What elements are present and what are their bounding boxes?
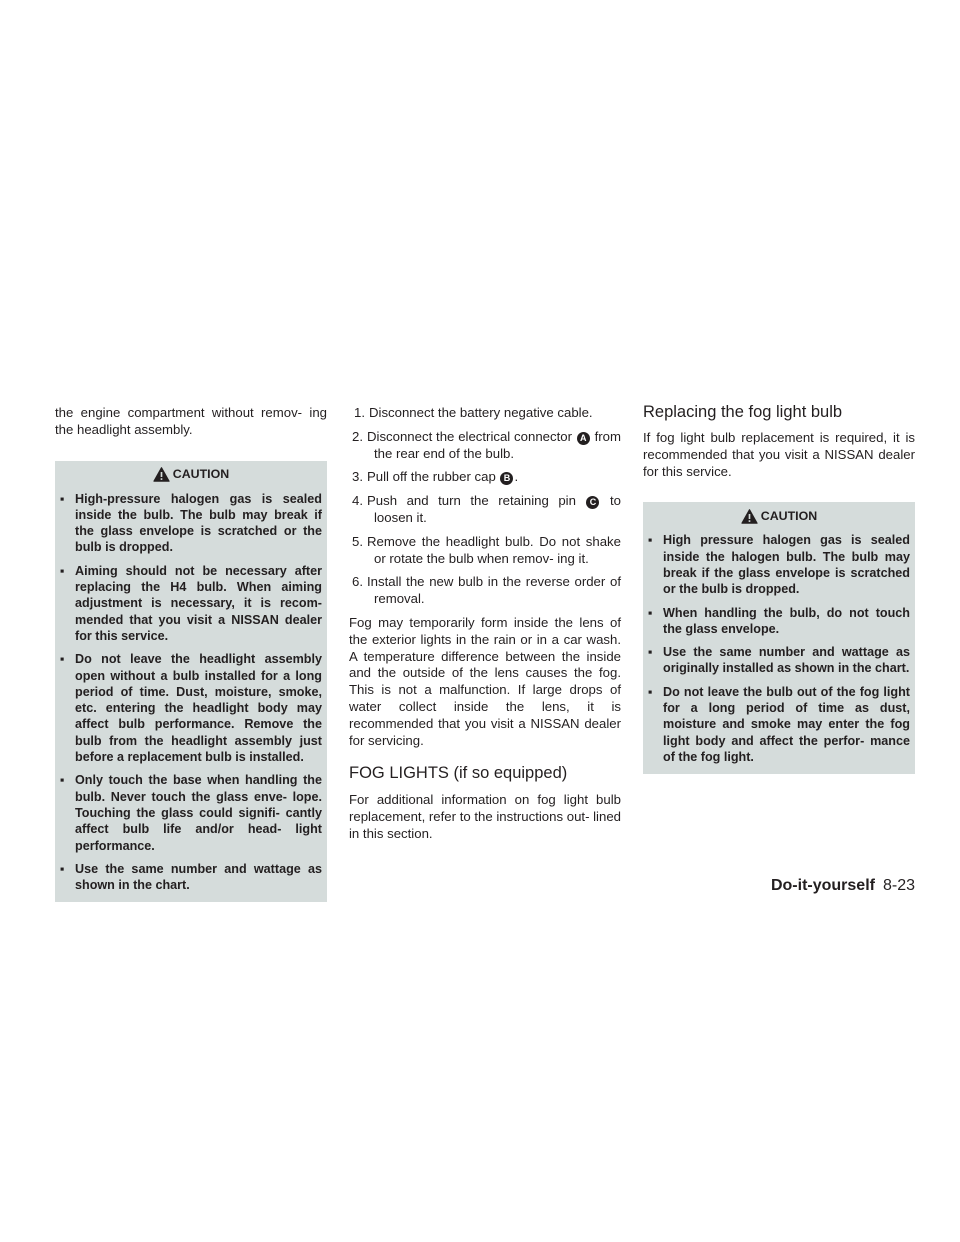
callout-b-icon: B bbox=[500, 472, 513, 485]
caution-heading bbox=[60, 465, 322, 485]
step-item: 4. Push and turn the retaining pin C to loosen it. bbox=[352, 493, 621, 525]
caution-item: ▪ When handling the bulb, do not touch the glass envelope. bbox=[648, 605, 910, 636]
warning-triangle-icon bbox=[741, 509, 758, 524]
step-item: 2. Disconnect the electrical connector A from the rear end of the bulb. bbox=[352, 428, 621, 461]
caution-item: ▪ Use the same number and wattage as originally installed as shown in the chart. bbox=[648, 645, 910, 676]
caution-item: ▪ Use the same number and wattage as shown in the chart. bbox=[60, 861, 322, 893]
step-item: 1. Disconnect the battery negative cable. bbox=[354, 405, 593, 420]
caution-box bbox=[643, 502, 915, 774]
step-item: 6. Install the new bulb in the reverse order of removal. bbox=[352, 574, 621, 607]
caution-item: ▪ Do not leave the bulb out of the fog light for a long period of time as dust, moisture and smoke may enter the fog light body and affect the perfor- mance of the fog light. bbox=[648, 684, 910, 764]
intro-paragraph: the engine compartment without remov- ing the headlight assembly. bbox=[55, 405, 327, 437]
fog-info-paragraph: For additional information on fog light bulb replacement, refer to the instructions out- lined in this section. bbox=[349, 792, 621, 841]
replacing-fog-bulb-heading: Replacing the fog light bulb bbox=[643, 403, 843, 421]
caution-item: ▪ Only touch the base when handling the bulb. Never touch the glass enve- lope. Touching the glass could signifi- cantly affect bulb life and/or head- light performance. bbox=[60, 773, 322, 853]
callout-c-icon: C bbox=[586, 496, 599, 509]
section-name: Do-it-yourself bbox=[770, 877, 875, 894]
column-right bbox=[643, 405, 915, 774]
caution-item: ▪ Do not leave the headlight assembly open without a bulb installed for a long period of time. Dust, moisture, smoke, etc. entering the headlight body may affect bulb performance. Remove the bulb from the headlight assembly just before a replacement bulb is installed. bbox=[60, 652, 322, 765]
warning-triangle-icon bbox=[153, 467, 170, 482]
caution-list bbox=[60, 491, 322, 894]
caution-item: ▪ High-pressure halogen gas is sealed inside the bulb. The bulb may break if the glass envelope is scratched or the bulb is dropped. bbox=[60, 491, 322, 555]
caution-item: ▪ High pressure halogen gas is sealed inside the halogen bulb. The bulb may break if the glass envelope is scratched or the bulb is dropped. bbox=[648, 533, 910, 597]
page-footer bbox=[700, 876, 915, 896]
column-middle bbox=[349, 405, 621, 843]
column-left bbox=[55, 405, 327, 902]
page-number: 8-23 bbox=[882, 877, 915, 894]
fog-intro-paragraph: If fog light bulb replacement is required, it is recommended that you visit a NISSAN dealer for this service. bbox=[643, 430, 915, 479]
caution-heading bbox=[648, 506, 910, 526]
caution-label: CAUTION bbox=[760, 508, 818, 523]
step-item: 5. Remove the headlight bulb. Do not shake or rotate the bulb when remov- ing it. bbox=[352, 533, 621, 566]
caution-list bbox=[648, 532, 910, 765]
caution-label: CAUTION bbox=[172, 467, 230, 482]
callout-a-icon: A bbox=[577, 432, 590, 445]
step-item: 3. Pull off the rubber cap B . bbox=[352, 469, 519, 485]
fog-lights-heading: FOG LIGHTS (if so equipped) bbox=[349, 764, 568, 783]
steps-list bbox=[349, 405, 621, 608]
caution-box bbox=[55, 461, 327, 903]
caution-item: ▪ Aiming should not be necessary after replacing the H4 bulb. When aiming adjustment is necessary, it is recom- mended that you visit a NISSAN dealer for this service. bbox=[60, 563, 322, 643]
fog-note-paragraph: Fog may temporarily form inside the lens of the exterior lights in the rain or in a car wash. A temperature difference between the inside and the outside of the lens causes the fog. This is not a malfunction. If large drops of water collect inside the lens, it is recommended that you visit a NISSAN dealer for servicing. bbox=[349, 614, 621, 748]
